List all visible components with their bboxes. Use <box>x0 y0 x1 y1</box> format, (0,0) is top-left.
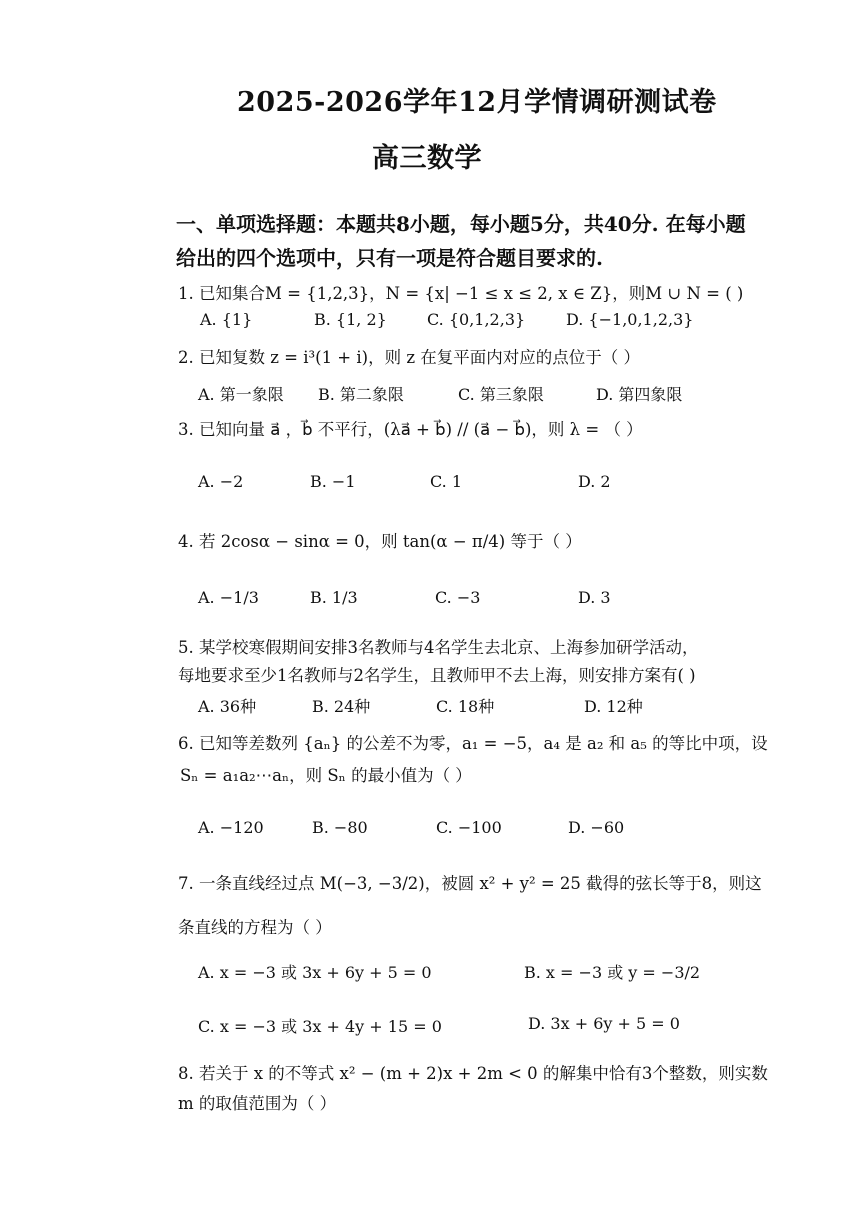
question-6-option-a: A. −120 <box>198 818 264 837</box>
question-2-option-a: A. 第一象限 <box>198 385 284 404</box>
question-2-option-d: D. 第四象限 <box>596 385 683 404</box>
exam-subtitle: 高三数学 <box>372 143 482 174</box>
exam-title: 2025-2026学年12月学情调研测试卷 <box>237 87 717 118</box>
question-2-option-c: C. 第三象限 <box>458 385 544 404</box>
question-2-text: 2. 已知复数 z = i³(1 + i)，则 z 在复平面内对应的点位于（ ） <box>178 348 641 367</box>
question-4-option-c: C. −3 <box>435 588 481 607</box>
question-3-text: 3. 已知向量 a⃗ ，b⃗ 不平行，(λa⃗ + b⃗) // (a⃗ − b⃗)，则 λ = （ ） <box>178 420 643 439</box>
question-6-text-line2: Sₙ = a₁a₂⋯aₙ，则 Sₙ 的最小值为（ ） <box>180 766 472 785</box>
question-3-option-d: D. 2 <box>578 472 611 491</box>
question-4-option-d: D. 3 <box>578 588 611 607</box>
question-5-option-a: A. 36种 <box>198 697 257 716</box>
question-6-option-d: D. −60 <box>568 818 625 837</box>
question-7-text-line1: 7. 一条直线经过点 M(−3, −3/2)，被圆 x² + y² = 25 截得的弦长等于8，则这 <box>178 874 762 893</box>
question-3-option-b: B. −1 <box>310 472 356 491</box>
question-1-option-a: A. {1} <box>200 310 253 329</box>
question-7-text-line2: 条直线的方程为（ ） <box>178 918 332 937</box>
question-7-option-c: C. x = −3 或 3x + 4y + 15 = 0 <box>198 1017 442 1036</box>
question-1-option-d: D. {−1,0,1,2,3} <box>566 310 694 329</box>
question-2-option-b: B. 第二象限 <box>318 385 404 404</box>
question-6-text-line1: 6. 已知等差数列 {aₙ} 的公差不为零，a₁ = −5，a₄ 是 a₂ 和 a₅ 的等比中项，设 <box>178 734 768 753</box>
question-7-option-b: B. x = −3 或 y = −3/2 <box>524 963 701 982</box>
section-heading-line2: 给出的四个选项中，只有一项是符合题目要求的. <box>176 246 603 270</box>
question-5-text-line2: 每地要求至少1名教师与2名学生，且教师甲不去上海，则安排方案有( ) <box>178 666 696 685</box>
question-4-text: 4. 若 2cosα − sinα = 0，则 tan(α − π/4) 等于（ ） <box>178 532 582 551</box>
question-1-option-c: C. {0,1,2,3} <box>427 310 526 329</box>
question-3-option-a: A. −2 <box>198 472 244 491</box>
question-4-option-b: B. 1/3 <box>310 588 358 607</box>
question-7-option-d: D. 3x + 6y + 5 = 0 <box>528 1014 680 1033</box>
question-5-option-d: D. 12种 <box>584 697 643 716</box>
question-8-text-line1: 8. 若关于 x 的不等式 x² − (m + 2)x + 2m < 0 的解集中恰有3个整数，则实数 <box>178 1064 768 1083</box>
question-7-option-a: A. x = −3 或 3x + 6y + 5 = 0 <box>198 963 432 982</box>
question-5-option-c: C. 18种 <box>436 697 495 716</box>
question-6-option-b: B. −80 <box>312 818 368 837</box>
question-1-text: 1. 已知集合M = {1,2,3}，N = {x| −1 ≤ x ≤ 2, x ∈ Z}，则M ∪ N = ( ) <box>178 284 744 303</box>
question-3-option-c: C. 1 <box>430 472 463 491</box>
question-4-option-a: A. −1/3 <box>198 588 259 607</box>
question-8-text-line2: m 的取值范围为（ ） <box>178 1094 337 1113</box>
question-6-option-c: C. −100 <box>436 818 502 837</box>
question-1-option-b: B. {1, 2} <box>314 310 387 329</box>
question-5-text-line1: 5. 某学校寒假期间安排3名教师与4名学生去北京、上海参加研学活动， <box>178 638 699 657</box>
section-heading-line1: 一、单项选择题：本题共8小题，每小题5分，共40分. 在每小题 <box>176 212 746 236</box>
question-5-option-b: B. 24种 <box>312 697 371 716</box>
